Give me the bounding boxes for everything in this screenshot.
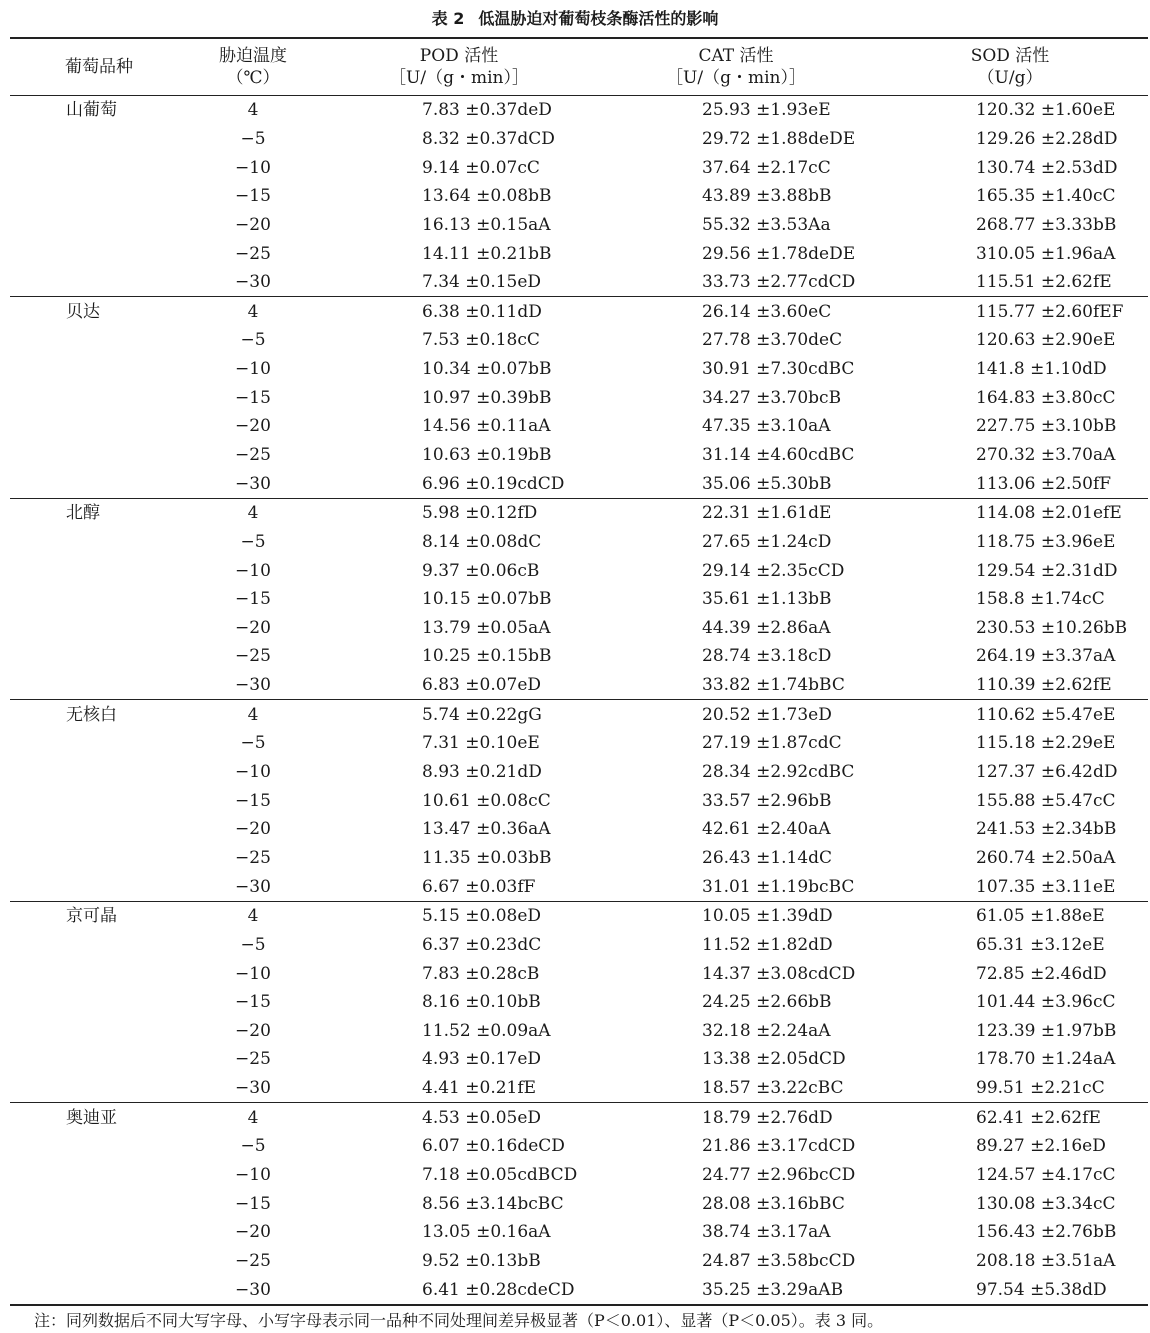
table-row bbox=[10, 153, 1148, 182]
table-row bbox=[10, 383, 1148, 412]
cell-cat: 30.91 ±7.30cdBC bbox=[702, 359, 855, 380]
table-row bbox=[10, 182, 1148, 211]
cell-variety bbox=[10, 988, 188, 1017]
cell-cat: 55.32 ±3.53Aa bbox=[702, 214, 831, 235]
cell-cat: 21.86 ±3.17cdCD bbox=[702, 1136, 856, 1157]
table-row bbox=[10, 211, 1148, 240]
cell-pod: 5.74 ±0.22gG bbox=[318, 700, 600, 729]
cell-variety bbox=[10, 1161, 188, 1190]
cell-pod: 7.83 ±0.28cB bbox=[422, 963, 540, 984]
cell-cat: 44.39 ±2.86aA bbox=[702, 617, 831, 638]
cell-sod: 89.27 ±2.16eD bbox=[976, 1136, 1106, 1157]
cell-variety bbox=[10, 326, 188, 355]
cell-variety bbox=[10, 786, 188, 815]
cell-pod: 4.41 ±0.21fE bbox=[422, 1078, 537, 1099]
cell-variety: 无核白 bbox=[10, 700, 188, 729]
cell-variety bbox=[10, 469, 188, 498]
cell-temp: −15 bbox=[235, 1193, 271, 1214]
cell-sod: 123.39 ±1.97bB bbox=[976, 1020, 1117, 1041]
cell-temp: −5 bbox=[240, 330, 266, 351]
cell-temp: −10 bbox=[235, 762, 271, 783]
table-row bbox=[10, 1218, 1148, 1247]
cell-cat: 35.61 ±1.13bB bbox=[702, 589, 832, 610]
cell-pod: 10.25 ±0.15bB bbox=[422, 646, 552, 667]
table-row bbox=[10, 844, 1148, 873]
cell-temp: −25 bbox=[235, 646, 271, 667]
cell-temp: −5 bbox=[240, 531, 266, 552]
cell-cat: 27.19 ±1.87cdC bbox=[702, 733, 842, 754]
table-row bbox=[10, 1132, 1148, 1161]
table-row bbox=[10, 469, 1148, 498]
cell-variety bbox=[10, 355, 188, 384]
cell-sod: 178.70 ±1.24aA bbox=[976, 1049, 1116, 1070]
header-pod-line1: POD 活性 bbox=[419, 46, 499, 66]
table-row bbox=[10, 815, 1148, 844]
header-cat-line1: CAT 活性 bbox=[698, 46, 774, 66]
cell-variety bbox=[10, 383, 188, 412]
cell-temp: −20 bbox=[235, 214, 271, 235]
cell-temp: −10 bbox=[235, 560, 271, 581]
cell-sod: 113.06 ±2.50fF bbox=[976, 473, 1112, 494]
header-variety: 葡萄品种 bbox=[10, 38, 188, 96]
table-row bbox=[10, 931, 1148, 960]
cell-temp: −30 bbox=[235, 675, 271, 696]
table-row bbox=[10, 1247, 1148, 1276]
cell-sod: 310.05 ±1.96aA bbox=[976, 243, 1116, 264]
cell-sod: 230.53 ±10.26bB bbox=[976, 617, 1128, 638]
cell-variety bbox=[10, 642, 188, 671]
cell-sod: 114.08 ±2.01efE bbox=[872, 498, 1148, 527]
cell-pod: 14.11 ±0.21bB bbox=[422, 243, 552, 264]
cell-sod: 165.35 ±1.40cC bbox=[976, 186, 1116, 207]
cell-pod: 9.52 ±0.13bB bbox=[422, 1250, 541, 1271]
cell-variety bbox=[10, 1074, 188, 1103]
cell-pod: 14.56 ±0.11aA bbox=[422, 416, 551, 437]
cell-sod: 268.77 ±3.33bB bbox=[976, 214, 1117, 235]
cell-temp: 4 bbox=[188, 1103, 318, 1132]
cell-variety bbox=[10, 959, 188, 988]
cell-cat: 18.79 ±2.76dD bbox=[600, 1103, 872, 1132]
cell-temp: −15 bbox=[235, 589, 271, 610]
cell-temp: −20 bbox=[235, 617, 271, 638]
table-row bbox=[10, 1045, 1148, 1074]
cell-variety bbox=[10, 1247, 188, 1276]
header-temp bbox=[188, 38, 318, 96]
table-row bbox=[10, 585, 1148, 614]
table-row bbox=[10, 326, 1148, 355]
cell-cat: 24.25 ±2.66bB bbox=[702, 992, 832, 1013]
cell-variety bbox=[10, 931, 188, 960]
cell-cat: 31.14 ±4.60cdBC bbox=[702, 445, 855, 465]
cell-sod: 164.83 ±3.80cC bbox=[976, 387, 1116, 408]
table-row bbox=[10, 642, 1148, 671]
cell-sod: 115.18 ±2.29eE bbox=[976, 733, 1116, 754]
cell-temp: −30 bbox=[235, 1078, 271, 1099]
cell-temp: 4 bbox=[188, 498, 318, 527]
cell-pod: 13.79 ±0.05aA bbox=[422, 617, 551, 638]
cell-temp: −20 bbox=[235, 1020, 271, 1041]
cell-temp: 4 bbox=[188, 901, 318, 930]
table-row bbox=[10, 498, 1148, 527]
cell-temp: −10 bbox=[235, 1165, 271, 1186]
cell-pod: 8.16 ±0.10bB bbox=[422, 992, 541, 1013]
cell-temp: −5 bbox=[240, 934, 266, 955]
cell-temp: −10 bbox=[235, 157, 271, 178]
cell-temp: −30 bbox=[235, 272, 271, 293]
table-row bbox=[10, 758, 1148, 787]
table-row bbox=[10, 729, 1148, 758]
cell-variety bbox=[10, 125, 188, 154]
cell-cat: 28.34 ±2.92cdBC bbox=[702, 762, 855, 783]
cell-variety bbox=[10, 1045, 188, 1074]
cell-variety bbox=[10, 211, 188, 240]
cell-cat: 31.01 ±1.19bcBC bbox=[702, 876, 855, 897]
table-row bbox=[10, 1017, 1148, 1046]
cell-temp: −25 bbox=[235, 1049, 271, 1070]
cell-sod: 130.74 ±2.53dD bbox=[976, 157, 1118, 178]
cell-variety bbox=[10, 182, 188, 211]
table-label: 表 2 bbox=[431, 9, 465, 28]
header-temp-line2: （℃） bbox=[226, 68, 280, 88]
cell-cat: 24.87 ±3.58bcCD bbox=[702, 1250, 856, 1271]
cell-sod: 62.41 ±2.62fE bbox=[872, 1103, 1148, 1132]
cell-cat: 33.82 ±1.74bBC bbox=[702, 675, 845, 696]
cell-variety: 奥迪亚 bbox=[10, 1103, 188, 1132]
cell-sod: 120.32 ±1.60eE bbox=[872, 96, 1148, 125]
cell-temp: −5 bbox=[240, 128, 266, 149]
table-row bbox=[10, 297, 1148, 326]
table-row bbox=[10, 125, 1148, 154]
cell-sod: 270.32 ±3.70aA bbox=[976, 445, 1116, 465]
cell-cat: 47.35 ±3.10aA bbox=[702, 416, 831, 437]
table-body bbox=[10, 96, 1148, 1305]
table-title: 低温胁迫对葡萄枝条酶活性的影响 bbox=[478, 9, 719, 28]
cell-pod: 6.07 ±0.16deCD bbox=[422, 1136, 565, 1157]
cell-variety: 山葡萄 bbox=[10, 96, 188, 125]
cell-sod: 101.44 ±3.96cC bbox=[976, 992, 1116, 1013]
cell-temp: −5 bbox=[240, 1136, 266, 1157]
cell-cat: 11.52 ±1.82dD bbox=[702, 934, 833, 955]
table-row bbox=[10, 528, 1148, 557]
cell-variety: 京可晶 bbox=[10, 901, 188, 930]
cell-pod: 11.35 ±0.03bB bbox=[422, 847, 552, 868]
cell-temp: −30 bbox=[188, 1275, 318, 1305]
cell-temp: −15 bbox=[235, 186, 271, 207]
table-row bbox=[10, 239, 1148, 268]
table-row bbox=[10, 1074, 1148, 1103]
table-row bbox=[10, 1103, 1148, 1132]
cell-cat: 27.65 ±1.24cD bbox=[702, 531, 832, 552]
table-caption bbox=[0, 6, 1150, 32]
cell-pod: 6.67 ±0.03fF bbox=[422, 876, 536, 897]
cell-cat: 18.57 ±3.22cBC bbox=[702, 1078, 844, 1099]
cell-pod: 13.64 ±0.08bB bbox=[422, 186, 552, 207]
header-sod-line2: （U/g） bbox=[977, 68, 1043, 88]
enzyme-activity-table bbox=[10, 37, 1148, 1306]
cell-temp: −20 bbox=[235, 819, 271, 840]
cell-pod: 6.37 ±0.23dC bbox=[422, 934, 542, 955]
cell-cat: 22.31 ±1.61dE bbox=[600, 498, 872, 527]
cell-cat: 42.61 ±2.40aA bbox=[702, 819, 831, 840]
cell-cat: 37.64 ±2.17cC bbox=[702, 157, 831, 178]
cell-variety bbox=[10, 844, 188, 873]
header-pod bbox=[318, 38, 600, 96]
cell-sod: 120.63 ±2.90eE bbox=[976, 330, 1116, 351]
cell-sod: 124.57 ±4.17cC bbox=[976, 1165, 1116, 1186]
cell-cat: 28.08 ±3.16bBC bbox=[702, 1193, 845, 1214]
table-row bbox=[10, 988, 1148, 1017]
cell-variety: 贝达 bbox=[10, 297, 188, 326]
cell-sod: 156.43 ±2.76bB bbox=[976, 1222, 1117, 1243]
cell-pod: 10.34 ±0.07bB bbox=[422, 359, 552, 380]
cell-variety bbox=[10, 412, 188, 441]
cell-cat: 34.27 ±3.70bcB bbox=[702, 387, 842, 408]
cell-variety bbox=[10, 872, 188, 901]
cell-cat: 13.38 ±2.05dCD bbox=[702, 1049, 846, 1070]
cell-variety bbox=[10, 585, 188, 614]
table-row bbox=[10, 1275, 1148, 1305]
cell-cat: 28.74 ±3.18cD bbox=[702, 646, 832, 667]
cell-variety bbox=[10, 1275, 188, 1305]
cell-temp: −25 bbox=[235, 243, 271, 264]
cell-variety bbox=[10, 1132, 188, 1161]
cell-pod: 6.41 ±0.28cdeCD bbox=[318, 1275, 600, 1305]
cell-variety bbox=[10, 268, 188, 297]
cell-variety bbox=[10, 815, 188, 844]
cell-cat: 14.37 ±3.08cdCD bbox=[702, 963, 856, 984]
table-row bbox=[10, 441, 1148, 470]
cell-sod: 97.54 ±5.38dD bbox=[872, 1275, 1148, 1305]
cell-pod: 8.32 ±0.37dCD bbox=[422, 128, 555, 149]
cell-pod: 6.38 ±0.11dD bbox=[318, 297, 600, 326]
table-row bbox=[10, 872, 1148, 901]
cell-cat: 25.93 ±1.93eE bbox=[600, 96, 872, 125]
header-sod-line1: SOD 活性 bbox=[970, 46, 1050, 66]
cell-sod: 65.31 ±3.12eE bbox=[976, 934, 1105, 955]
cell-cat: 29.72 ±1.88deDE bbox=[702, 128, 856, 149]
cell-sod: 227.75 ±3.10bB bbox=[976, 416, 1117, 437]
cell-variety bbox=[10, 1189, 188, 1218]
header-cat-line2: ［U/（g・min）］ bbox=[666, 68, 806, 88]
cell-cat: 38.74 ±3.17aA bbox=[702, 1222, 831, 1243]
cell-temp: −15 bbox=[235, 387, 271, 408]
cell-pod: 4.53 ±0.05eD bbox=[318, 1103, 600, 1132]
cell-sod: 241.53 ±2.34bB bbox=[976, 819, 1117, 840]
cell-pod: 16.13 ±0.15aA bbox=[422, 214, 551, 235]
cell-temp: 4 bbox=[188, 700, 318, 729]
cell-sod: 110.62 ±5.47eE bbox=[872, 700, 1148, 729]
cell-pod: 6.96 ±0.19cdCD bbox=[422, 473, 565, 494]
cell-cat: 24.77 ±2.96bcCD bbox=[702, 1165, 856, 1186]
cell-variety bbox=[10, 729, 188, 758]
cell-temp: 4 bbox=[188, 96, 318, 125]
cell-variety bbox=[10, 441, 188, 470]
cell-temp: −5 bbox=[240, 733, 266, 754]
cell-sod: 158.8 ±1.74cC bbox=[976, 589, 1105, 610]
table-row bbox=[10, 700, 1148, 729]
cell-sod: 130.08 ±3.34cC bbox=[976, 1193, 1116, 1214]
cell-pod: 4.93 ±0.17eD bbox=[422, 1049, 542, 1070]
cell-pod: 6.83 ±0.07eD bbox=[422, 675, 542, 696]
cell-sod: 260.74 ±2.50aA bbox=[976, 847, 1116, 868]
table-row bbox=[10, 96, 1148, 125]
cell-sod: 115.77 ±2.60fEF bbox=[872, 297, 1148, 326]
cell-temp: −25 bbox=[235, 847, 271, 868]
table-row bbox=[10, 556, 1148, 585]
cell-cat: 10.05 ±1.39dD bbox=[600, 901, 872, 930]
table-row bbox=[10, 268, 1148, 297]
cell-temp: −25 bbox=[235, 1250, 271, 1271]
cell-pod: 10.61 ±0.08cC bbox=[422, 790, 551, 811]
cell-pod: 8.14 ±0.08dC bbox=[422, 531, 542, 552]
cell-sod: 99.51 ±2.21cC bbox=[976, 1078, 1105, 1099]
table-row bbox=[10, 1189, 1148, 1218]
header-sod bbox=[872, 38, 1148, 96]
table-row bbox=[10, 412, 1148, 441]
cell-pod: 7.18 ±0.05cdBCD bbox=[422, 1165, 578, 1186]
cell-cat: 29.56 ±1.78deDE bbox=[702, 243, 856, 264]
cell-variety bbox=[10, 528, 188, 557]
cell-variety bbox=[10, 556, 188, 585]
cell-cat: 32.18 ±2.24aA bbox=[702, 1020, 831, 1041]
cell-cat: 26.43 ±1.14dC bbox=[702, 847, 833, 868]
cell-pod: 5.15 ±0.08eD bbox=[318, 901, 600, 930]
cell-temp: −15 bbox=[235, 790, 271, 811]
table-row bbox=[10, 901, 1148, 930]
table-row bbox=[10, 786, 1148, 815]
cell-cat: 27.78 ±3.70deC bbox=[702, 330, 843, 351]
cell-pod: 9.14 ±0.07cC bbox=[422, 157, 540, 178]
cell-variety bbox=[10, 671, 188, 700]
cell-pod: 13.47 ±0.36aA bbox=[422, 819, 551, 840]
header-temp-line1: 胁迫温度 bbox=[219, 46, 287, 66]
cell-variety bbox=[10, 239, 188, 268]
cell-temp: −15 bbox=[235, 992, 271, 1013]
cell-pod: 8.93 ±0.21dD bbox=[422, 762, 542, 783]
cell-cat: 29.14 ±2.35cCD bbox=[702, 560, 845, 581]
cell-variety bbox=[10, 1218, 188, 1247]
cell-cat: 33.73 ±2.77cdCD bbox=[702, 272, 856, 293]
cell-pod: 7.83 ±0.37deD bbox=[318, 96, 600, 125]
cell-cat: 35.06 ±5.30bB bbox=[702, 473, 832, 494]
table-header-row bbox=[10, 38, 1148, 96]
cell-pod: 9.37 ±0.06cB bbox=[422, 560, 540, 581]
table-footnote: 注：同列数据后不同大写字母、小写字母表示同一品种不同处理间差异极显著（P＜0.01）、显著（P＜0.05）。表 3 同。 bbox=[34, 1311, 884, 1330]
cell-sod: 208.18 ±3.51aA bbox=[976, 1250, 1116, 1271]
cell-pod: 11.52 ±0.09aA bbox=[422, 1020, 551, 1041]
cell-sod: 264.19 ±3.37aA bbox=[976, 646, 1116, 667]
cell-sod: 155.88 ±5.47cC bbox=[976, 790, 1116, 811]
cell-pod: 10.63 ±0.19bB bbox=[422, 445, 552, 465]
cell-variety: 北醇 bbox=[10, 498, 188, 527]
cell-pod: 10.97 ±0.39bB bbox=[422, 387, 552, 408]
table-row bbox=[10, 355, 1148, 384]
cell-pod: 5.98 ±0.12fD bbox=[318, 498, 600, 527]
cell-pod: 7.53 ±0.18cC bbox=[422, 330, 540, 351]
cell-temp: −25 bbox=[235, 445, 271, 465]
cell-variety bbox=[10, 153, 188, 182]
table-row bbox=[10, 671, 1148, 700]
cell-temp: −10 bbox=[235, 359, 271, 380]
cell-sod: 129.54 ±2.31dD bbox=[976, 560, 1118, 581]
cell-sod: 115.51 ±2.62fE bbox=[976, 272, 1112, 293]
cell-sod: 107.35 ±3.11eE bbox=[976, 876, 1116, 897]
cell-pod: 7.31 ±0.10eE bbox=[422, 733, 540, 754]
table-row bbox=[10, 1161, 1148, 1190]
cell-pod: 7.34 ±0.15eD bbox=[422, 272, 542, 293]
cell-cat: 33.57 ±2.96bB bbox=[702, 790, 832, 811]
cell-variety bbox=[10, 758, 188, 787]
cell-pod: 8.56 ±3.14bcBC bbox=[422, 1193, 564, 1214]
cell-temp: −10 bbox=[235, 963, 271, 984]
cell-temp: −20 bbox=[235, 416, 271, 437]
cell-sod: 118.75 ±3.96eE bbox=[976, 531, 1116, 552]
cell-pod: 10.15 ±0.07bB bbox=[422, 589, 552, 610]
cell-cat: 35.25 ±3.29aAB bbox=[600, 1275, 872, 1305]
cell-variety bbox=[10, 614, 188, 643]
table-row bbox=[10, 959, 1148, 988]
header-pod-line2: ［U/（g・min）］ bbox=[389, 68, 529, 88]
cell-pod: 13.05 ±0.16aA bbox=[422, 1222, 551, 1243]
cell-sod: 127.37 ±6.42dD bbox=[976, 762, 1118, 783]
cell-temp: 4 bbox=[188, 297, 318, 326]
header-cat bbox=[600, 38, 872, 96]
cell-temp: −30 bbox=[235, 473, 271, 494]
table-row bbox=[10, 614, 1148, 643]
cell-cat: 20.52 ±1.73eD bbox=[600, 700, 872, 729]
cell-sod: 72.85 ±2.46dD bbox=[976, 963, 1107, 984]
cell-variety bbox=[10, 1017, 188, 1046]
cell-sod: 129.26 ±2.28dD bbox=[976, 128, 1118, 149]
cell-sod: 61.05 ±1.88eE bbox=[872, 901, 1148, 930]
cell-cat: 26.14 ±3.60eC bbox=[600, 297, 872, 326]
cell-sod: 110.39 ±2.62fE bbox=[976, 675, 1112, 696]
cell-cat: 43.89 ±3.88bB bbox=[702, 186, 832, 207]
cell-temp: −30 bbox=[235, 876, 271, 897]
cell-temp: −20 bbox=[235, 1222, 271, 1243]
cell-sod: 141.8 ±1.10dD bbox=[976, 359, 1107, 380]
